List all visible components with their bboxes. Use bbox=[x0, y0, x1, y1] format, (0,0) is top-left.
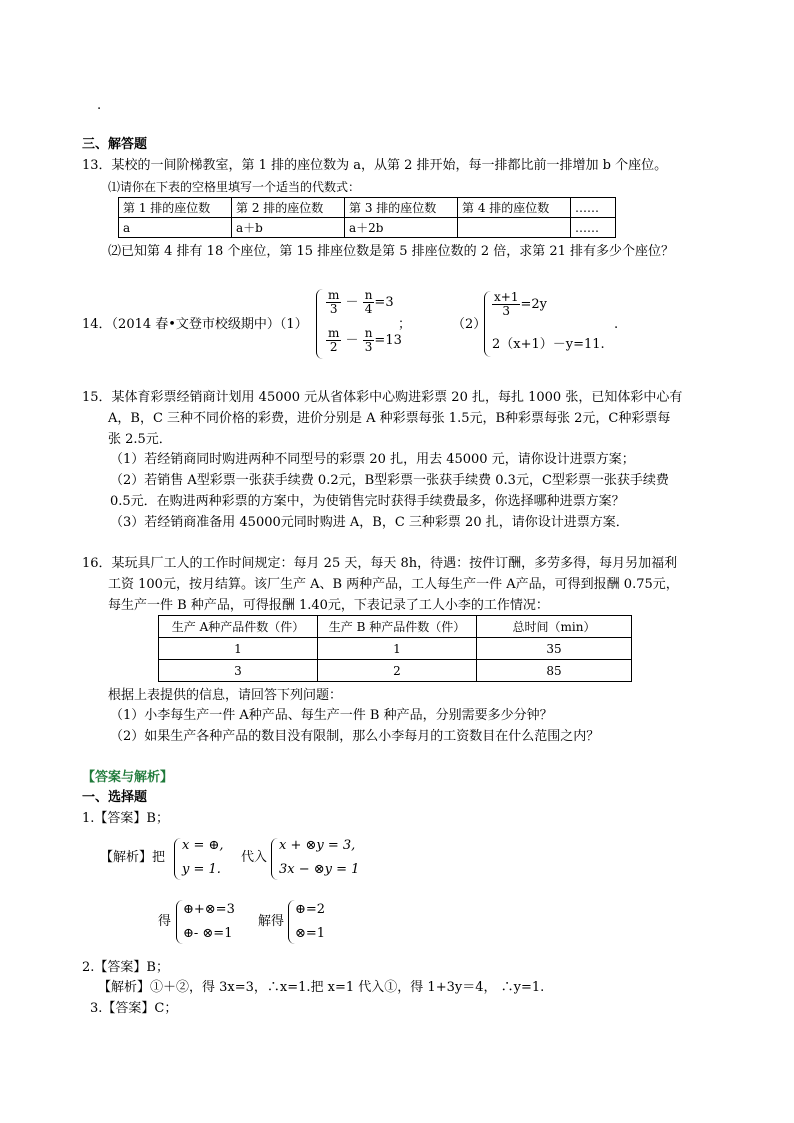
q16-line1: 16．某玩具厂工人的工作时间规定：每月 25 天，每天 8h，待遇：按件订酬，多劳多得，每月另加福利 bbox=[82, 556, 678, 571]
q14-prefix: 14．（2014 春•文登市校级期中）（1） bbox=[82, 317, 308, 332]
table-row bbox=[159, 638, 632, 660]
q15-sub1: （1）若经销商同时购进两种不同型号的彩票 20 扎，用去 45000 元，请你设计进票方案； bbox=[110, 452, 635, 467]
a1-sys-b1: x + ⊗y = 3, bbox=[279, 838, 356, 853]
table-cell: 生产 B 种产品件数（件） bbox=[318, 616, 477, 638]
table-cell: a＋2b bbox=[345, 218, 458, 238]
operator: － bbox=[345, 295, 359, 310]
q16-line2: 工资 100元，按月结算。该厂生产 A、B 两种产品，工人每生产一件 A产品，可得到报酬 0.75元， bbox=[108, 577, 679, 592]
table-cell: 第 4 排的座位数 bbox=[458, 198, 571, 218]
table-row bbox=[119, 218, 616, 238]
a1-sys-d2: ⊗=1 bbox=[295, 926, 326, 941]
a1-sys-b2: 3x − ⊗y = 1 bbox=[279, 862, 360, 877]
table-row bbox=[159, 616, 632, 638]
table-cell: 第 3 排的座位数 bbox=[345, 198, 458, 218]
q16-sub2: （2）如果生产各种产品的数目没有限制，那么小李每月的工资数目在什么范围之内？ bbox=[110, 729, 600, 744]
table-cell: 1 bbox=[318, 638, 477, 660]
page-dot: . bbox=[97, 98, 102, 113]
fraction-denominator: 3 bbox=[329, 302, 338, 316]
table-cell: 1 bbox=[159, 638, 318, 660]
a2-answer: 2.【答案】B； bbox=[82, 960, 169, 975]
rhs: =2y bbox=[520, 297, 547, 312]
table-cell: 第 2 排的座位数 bbox=[232, 198, 345, 218]
fraction-denominator: 3 bbox=[502, 304, 511, 318]
table-cell: …… bbox=[571, 218, 616, 238]
brace bbox=[174, 838, 181, 880]
table-row bbox=[119, 198, 616, 218]
a1-sys-d1: ⊕=2 bbox=[295, 902, 326, 917]
fraction-denominator: 2 bbox=[329, 340, 338, 354]
table-cell: 生产 A种产品件数（件） bbox=[159, 616, 318, 638]
q14-sys2-eq1 bbox=[492, 291, 547, 318]
a3-answer: 3.【答案】C； bbox=[90, 1001, 178, 1016]
q14-separator: ； bbox=[398, 317, 412, 332]
q15-sub2a: （2）若销售 A型彩票一张获手续费 0.2元，B型彩票一张获手续费 0.3元，C型彩票一张获手续费 bbox=[110, 473, 669, 488]
table-row bbox=[159, 660, 632, 682]
fraction-numerator: m bbox=[328, 288, 340, 302]
fraction-numerator: x+1 bbox=[494, 290, 519, 304]
a1-substitute-word: 代入 bbox=[241, 850, 268, 865]
a1-sys-c2: ⊕- ⊗=1 bbox=[183, 926, 233, 941]
fraction-numerator: n bbox=[364, 288, 373, 302]
q14-part2-label: （2） bbox=[452, 317, 487, 332]
fraction-denominator: 4 bbox=[364, 302, 373, 316]
a1-answer: 1.【答案】B； bbox=[82, 811, 169, 826]
table-cell: 第 1 排的座位数 bbox=[119, 198, 232, 218]
table-cell: 总时间（min） bbox=[477, 616, 632, 638]
q15-line1: 15．某体育彩票经销商计划用 45000 元从省体彩中心购进彩票 20 扎，每扎 1000 张，已知体彩中心有 bbox=[82, 390, 683, 405]
q16-table bbox=[158, 615, 632, 682]
table-cell: 3 bbox=[159, 660, 318, 682]
brace bbox=[288, 900, 295, 944]
q16-after: 根据上表提供的信息，请回答下列问题： bbox=[108, 688, 343, 703]
q15-sub2b: 0.5元．在购进两种彩票的方案中，为使销售完时获得手续费最多，你选择哪种进票方案？ bbox=[110, 494, 625, 509]
q14-end: . bbox=[614, 317, 619, 332]
q16-line3: 每生产一件 B 种产品，可得报酬 1.40元，下表记录了工人小李的工作情况： bbox=[108, 598, 549, 613]
table-cell: 2 bbox=[318, 660, 477, 682]
brace bbox=[484, 291, 491, 357]
q15-line3: 张 2.5元． bbox=[108, 432, 172, 447]
brace bbox=[176, 900, 183, 944]
rhs: =3 bbox=[374, 295, 394, 310]
table-cell: a bbox=[119, 218, 232, 238]
table-cell: 85 bbox=[477, 660, 632, 682]
table-cell bbox=[458, 218, 571, 238]
fraction-numerator: m bbox=[328, 326, 340, 340]
brace bbox=[271, 838, 278, 880]
q15-line2: A，B，C 三种不同价格的彩费，进价分别是 A 种彩票每张 1.5元，B种彩票每张 2元，C种彩票每 bbox=[108, 411, 671, 426]
operator: － bbox=[345, 333, 359, 348]
q14-sys1-eq1 bbox=[326, 289, 394, 316]
q16-sub1: （1）小李每生产一件 A种产品、每生产一件 B 种产品，分别需要多少分钟？ bbox=[110, 708, 553, 723]
a1-sys-c1: ⊕+⊗=3 bbox=[183, 902, 235, 917]
fraction-numerator: n bbox=[364, 326, 373, 340]
q14-sys2-eq2: 2（x+1）－y=11. bbox=[492, 337, 605, 352]
rhs: =13 bbox=[374, 333, 402, 348]
q13-part2: ⑵已知第 4 排有 18 个座位，第 15 排座位数是第 5 排座位数的 2 倍，求第 21 排有多少个座位？ bbox=[108, 244, 675, 259]
section-title-choice: 一、选择题 bbox=[82, 790, 148, 805]
table-cell: a＋b bbox=[232, 218, 345, 238]
a1-sys-a2: y = 1. bbox=[182, 862, 221, 877]
q15-sub3: （3）若经销商准备用 45000元同时购进 A，B，C 三种彩票 20 扎，请你设计进票方案． bbox=[110, 515, 629, 530]
section-title-solve: 三、解答题 bbox=[82, 137, 148, 152]
a1-solve-word: 解得 bbox=[258, 914, 285, 929]
fraction-denominator: 3 bbox=[364, 340, 373, 354]
q13-stem: 13．某校的一间阶梯教室，第 1 排的座位数为 a，从第 2 排开始，每一排都比前一排增加 b 个座位。 bbox=[82, 158, 668, 173]
a1-sys-a1: x = ⊕, bbox=[182, 838, 224, 853]
q13-part1: ⑴请你在下表的空格里填写一个适当的代数式： bbox=[108, 180, 361, 194]
q13-table bbox=[118, 197, 616, 238]
a2-analysis: 【解析】①＋②，得 3x=3，∴x=1.把 x=1 代入①，得 1+3y＝4， ∴y=1. bbox=[98, 980, 545, 995]
a1-analysis-prefix: 【解析】把 bbox=[100, 850, 166, 865]
brace bbox=[316, 289, 323, 359]
q14-sys1-eq2 bbox=[326, 327, 402, 354]
a1-de-word: 得 bbox=[158, 914, 172, 929]
table-cell: 35 bbox=[477, 638, 632, 660]
table-cell: …… bbox=[571, 198, 616, 218]
answers-title: 【答案与解析】 bbox=[82, 770, 174, 785]
